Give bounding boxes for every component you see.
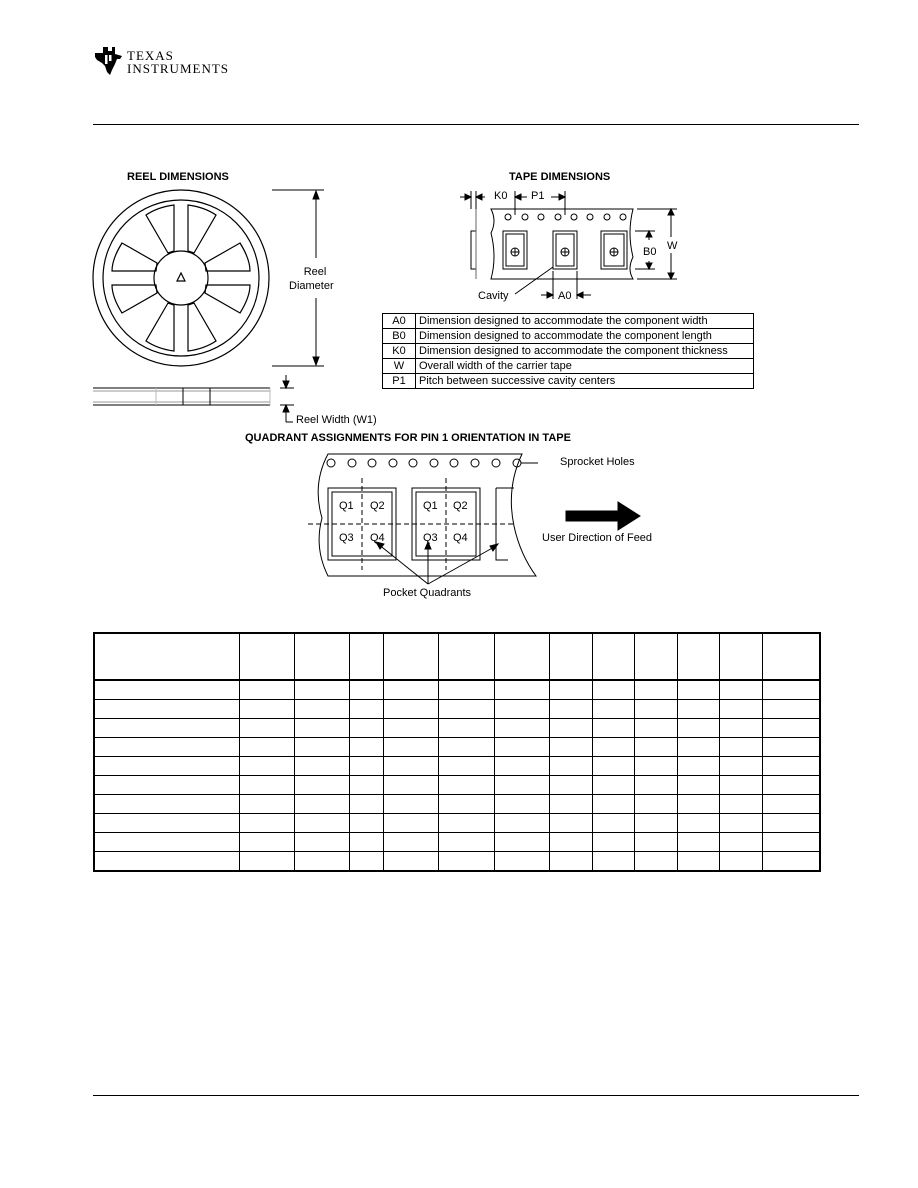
definition-code: P1 <box>383 374 416 389</box>
ti-logo-icon <box>93 44 125 76</box>
tape-k0-label: K0 <box>494 190 508 202</box>
reel-width-label: Reel Width (W1) <box>296 414 377 426</box>
table-row <box>94 700 820 719</box>
reel-diagram <box>88 185 348 425</box>
quadrant-q3-right: Q3 <box>423 532 438 544</box>
quadrant-q2-left: Q2 <box>370 500 385 512</box>
tape-reel-info-table <box>93 632 821 872</box>
reel-hub <box>154 251 208 305</box>
pocket-quadrants-label: Pocket Quadrants <box>383 587 472 599</box>
definition-text: Dimension designed to accommodate the component thickness <box>416 344 754 359</box>
definition-row <box>383 359 754 374</box>
definition-code: B0 <box>383 329 416 344</box>
tape-a0-label: A0 <box>558 290 572 302</box>
quadrant-q2-right: Q2 <box>453 500 468 512</box>
quadrant-q1-left: Q1 <box>339 500 354 512</box>
table-row <box>94 814 820 833</box>
reel-dimensions-title: REEL DIMENSIONS <box>127 171 229 183</box>
definition-row <box>383 374 754 389</box>
brand-line-2: INSTRUMENTS <box>127 61 230 76</box>
reel-rim <box>103 200 259 356</box>
definition-code: W <box>383 359 416 374</box>
definition-text: Overall width of the carrier tape <box>416 359 754 374</box>
definition-row <box>383 314 754 329</box>
brand-line-1: TEXAS <box>127 48 174 63</box>
quadrant-q4-right: Q4 <box>453 532 468 544</box>
tape-b0-label: B0 <box>643 246 657 258</box>
definition-row <box>383 344 754 359</box>
reel-outer-circle <box>93 190 269 366</box>
table-row <box>94 776 820 795</box>
quadrant-diagram <box>300 448 660 598</box>
quadrant-q3-left: Q3 <box>339 532 354 544</box>
definition-code: K0 <box>383 344 416 359</box>
table-row <box>94 833 820 852</box>
table-row <box>94 680 820 700</box>
footer-rule <box>93 1095 859 1096</box>
quadrant-q4-left: Q4 <box>370 532 385 544</box>
tape-w-label: W <box>667 240 678 252</box>
tape-cavity-label: Cavity <box>478 290 509 302</box>
tape-diagram <box>455 185 685 305</box>
table-row <box>94 719 820 738</box>
quadrant-title: QUADRANT ASSIGNMENTS FOR PIN 1 ORIENTATION IN TAPE <box>245 432 571 444</box>
sprocket-holes-label: Sprocket Holes <box>560 456 635 468</box>
table-header-row <box>94 633 820 680</box>
feed-direction-label: User Direction of Feed <box>542 532 653 544</box>
tape-p1-label: P1 <box>531 190 545 202</box>
reel-diameter-label-1: Reel <box>303 266 327 278</box>
reel-diameter-label-2: Diameter <box>289 280 334 292</box>
ti-logo <box>93 44 233 78</box>
definition-text: Dimension designed to accommodate the component length <box>416 329 754 344</box>
header-rule <box>93 124 859 125</box>
tape-dimensions-title: TAPE DIMENSIONS <box>509 171 611 183</box>
quadrant-q1-right: Q1 <box>423 500 438 512</box>
definition-code: A0 <box>383 314 416 329</box>
definition-text: Dimension designed to accommodate the component width <box>416 314 754 329</box>
table-row <box>94 852 820 872</box>
table-row <box>94 757 820 776</box>
definition-row <box>383 329 754 344</box>
tape-definitions-table <box>382 313 754 389</box>
definition-text: Pitch between successive cavity centers <box>416 374 754 389</box>
table-row <box>94 795 820 814</box>
table-row <box>94 738 820 757</box>
